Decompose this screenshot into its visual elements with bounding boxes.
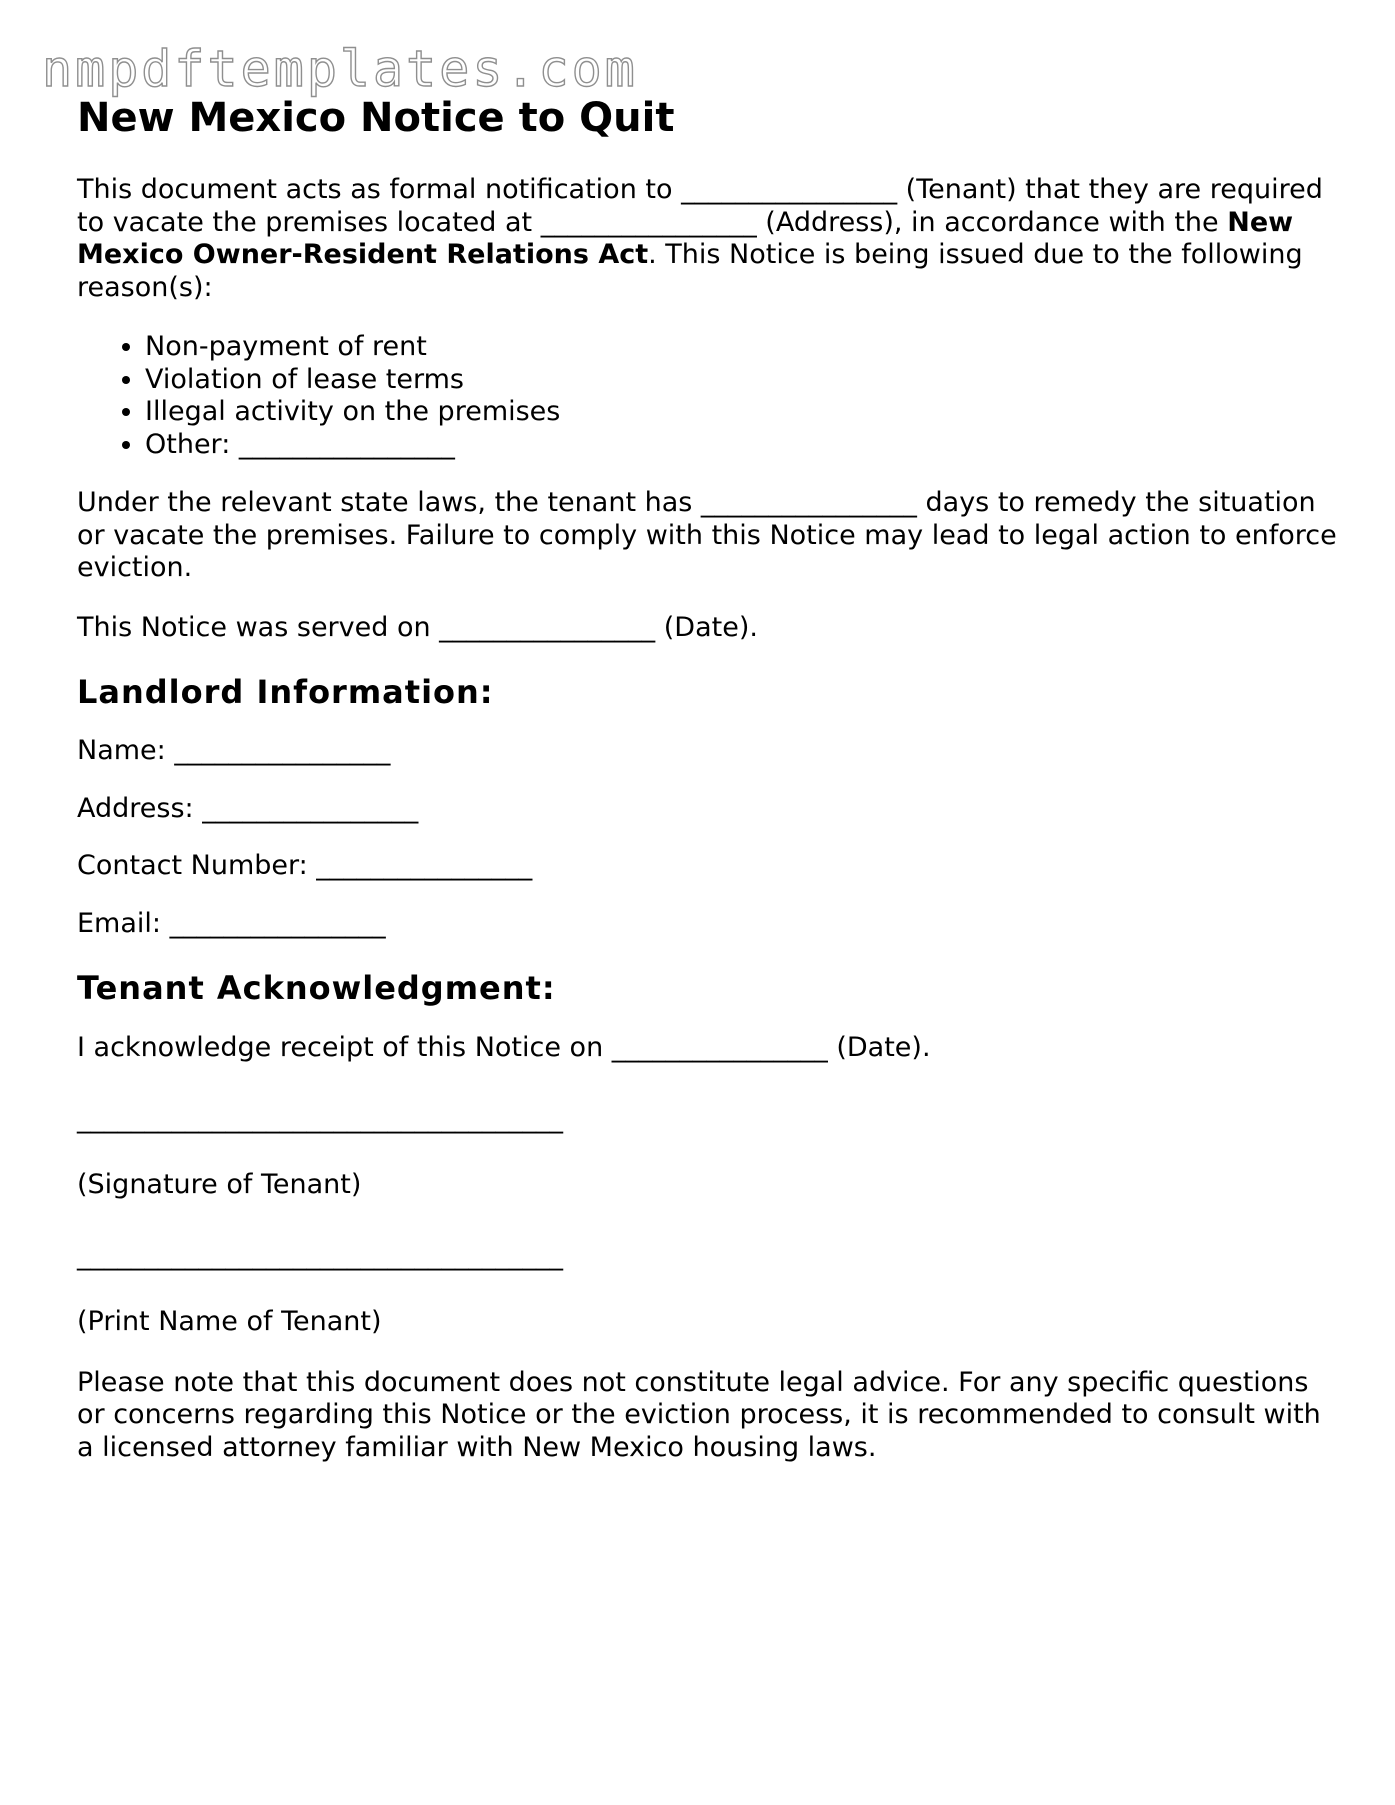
tenant-heading: Tenant Acknowledgment: xyxy=(77,969,556,1007)
disclaimer-paragraph: Please note that this document does not constitute legal advice. For any specific questions or concerns regarding this Notice or the eviction process, it is recommended to consult with a licensed attorney familiar with New Mexico housing laws. xyxy=(77,1366,1321,1463)
intro-text-4: . This Notice is being issued due to the following reason(s): xyxy=(77,239,1303,303)
page-title: New Mexico Notice to Quit xyxy=(77,95,675,141)
intro-paragraph xyxy=(77,174,1337,304)
reason-item: • Violation of lease terms xyxy=(145,364,1337,397)
landlord-name-field[interactable]: Name: ________________ xyxy=(77,735,391,766)
premises-address-blank[interactable]: ________________ xyxy=(540,206,757,238)
reason-item-other[interactable]: • Other: ________________ xyxy=(145,429,1337,462)
watermark: nmpdftemplates.com xyxy=(42,40,638,98)
print-name-line[interactable]: ____________________________________ xyxy=(77,1239,563,1271)
acknowledgment-line[interactable]: I acknowledge receipt of this Notice on ________________ (Date). xyxy=(77,1032,931,1063)
landlord-address-field[interactable]: Address: ________________ xyxy=(77,792,419,824)
landlord-heading: Landlord Information: xyxy=(77,673,494,711)
document-page xyxy=(77,94,1337,1464)
remedy-text-2: days to remedy the situation or vacate the premises. Failure to comply with this Notice may lead to legal action to enforce eviction. xyxy=(77,487,1337,583)
signature-label: (Signature of Tenant) xyxy=(77,1169,362,1200)
landlord-email-field[interactable]: Email: ________________ xyxy=(77,907,386,939)
served-date-line[interactable]: This Notice was served on ________________ (Date). xyxy=(77,611,758,643)
intro-text-2: (Tenant) that they are required to vacate the premises located at xyxy=(77,174,1323,238)
intro-text-1: This document acts as formal notification to xyxy=(77,174,682,205)
intro-text-3: (Address), in accordance with the xyxy=(756,206,1228,238)
tenant-name-blank[interactable]: ________________ xyxy=(681,174,898,205)
remedy-days-blank[interactable]: ________________ xyxy=(700,487,917,518)
reason-item: • Illegal activity on the premises xyxy=(145,396,1337,429)
reasons-list xyxy=(77,331,1337,461)
remedy-text-1: Under the relevant state laws, the tenant has xyxy=(77,487,701,518)
landlord-contact-field[interactable]: Contact Number: ________________ xyxy=(77,850,533,881)
remedy-paragraph xyxy=(77,487,1337,585)
act-name: New Mexico Owner-Resident Relations Act xyxy=(77,206,1294,270)
reason-item: • Non-payment of rent xyxy=(145,331,1337,364)
signature-line[interactable]: ____________________________________ xyxy=(77,1102,563,1134)
print-name-label: (Print Name of Tenant) xyxy=(77,1306,382,1337)
